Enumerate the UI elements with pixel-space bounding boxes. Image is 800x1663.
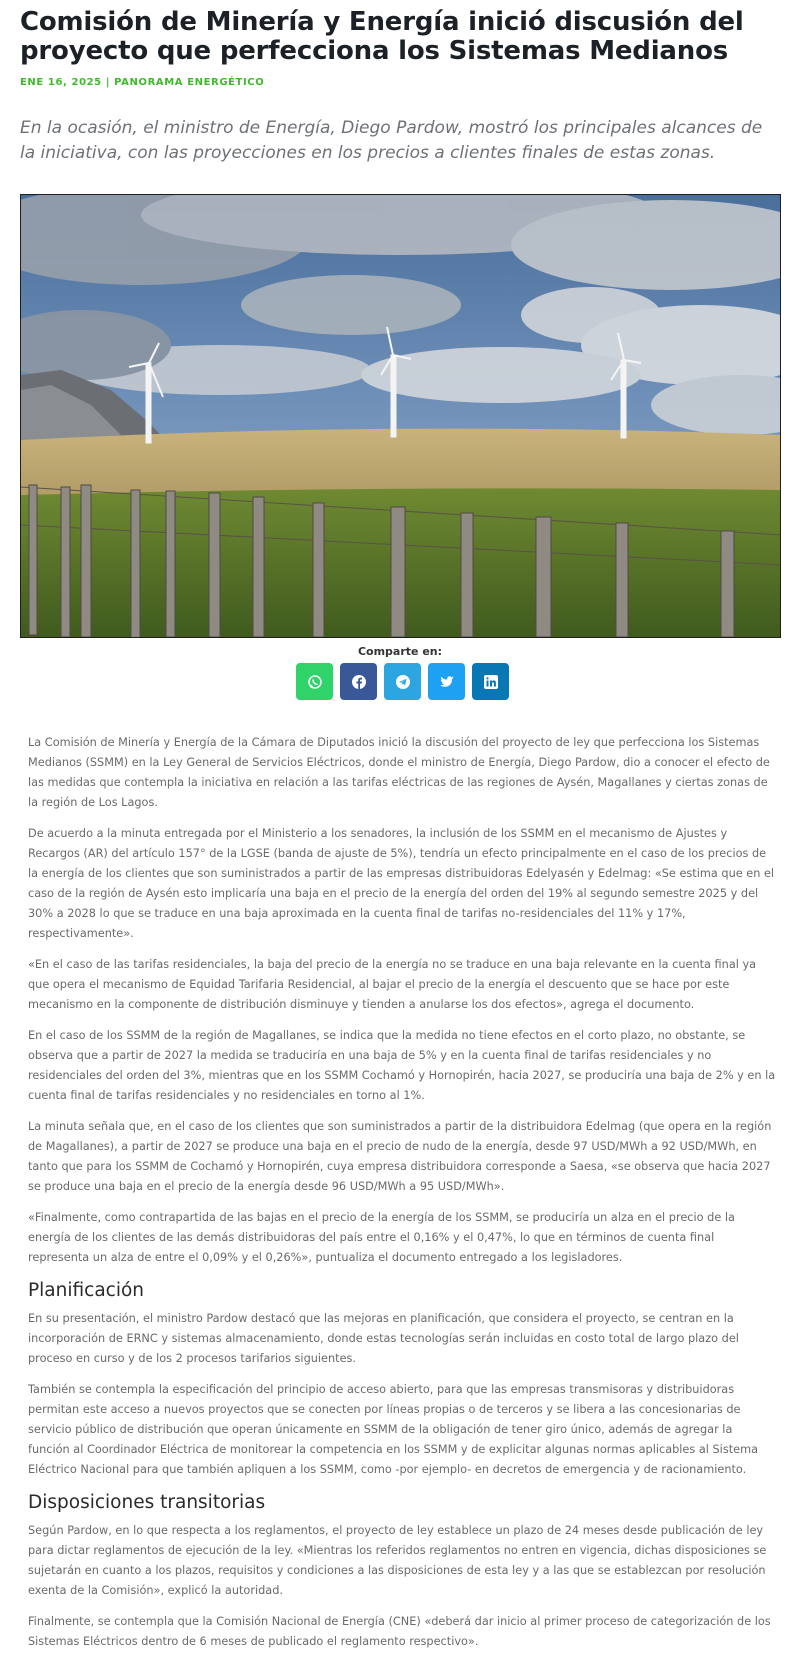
article-meta: ENE 16, 2025 | PANORAMA ENERGÉTICO [20,77,265,88]
body-paragraph: En su presentación, el ministro Pardow destacó que las mejoras en planificación, que considera el proyecto, se centran en la incorporación de ERNC y sistemas almacenamiento, donde estas tecnologías serán incluidas en costo total de largo plazo del proceso en curso y de los 2 procesos tarifarios siguientes. [28,1312,739,1365]
share-label: Comparte en: [357,645,443,658]
article-lead: En la ocasión, el ministro de Energía, Diego Pardow, mostró los principales alcances de la iniciativa, con las proyecciones en los precios a clientes finales de estas zonas. [20,118,763,163]
body-paragraph: La Comisión de Minería y Energía de la Cámara de Diputados inició la discusión del proyecto de ley que perfecciona los Sistemas Medianos (SSMM) en la Ley General de Servicios Eléctricos, donde el ministro de Energía, Diego Pardow, dio a conocer el efecto de las medidas que contempla la iniciativa en relación a las tarifas eléctricas de las regiones de Aysén, Magallanes y ciertas zonas de la región de Los Lagos. [28,736,770,809]
telegram-icon [395,674,411,690]
share-whatsapp-button[interactable] [296,663,333,700]
body-paragraph: Finalmente, se contempla que la Comisión Nacional de Energía (CNE) «deberá dar inicio al primer proceso de categorización de los Sistemas Eléctricos dentro de 6 meses de publicado el reglamento respectivo». [28,1615,771,1648]
share-linkedin-button[interactable] [472,663,509,700]
section-heading-disposiciones: Disposiciones transitorias [28,1492,266,1513]
article-title: Comisión de Minería y Energía inició discusión del proyecto que perfecciona los Sistemas Medianos [20,7,744,66]
share-facebook-button[interactable] [340,663,377,700]
body-paragraph: Según Pardow, en lo que respecta a los reglamentos, el proyecto de ley establece un plazo de 24 meses desde publicación de ley para dictar reglamentos de ejecución de la ley. «Mientras los referidos reglamentos no entren en vigencia, dichas disposiciones se sujetarán en cuanto a los plazos, requisitos y condiciones a las disposiciones de esta ley y a las que se establezcan por resolución exenta de la Comisión», explicó la autoridad. [28,1524,767,1597]
facebook-icon [351,674,367,690]
body-paragraph: De acuerdo a la minuta entregada por el Ministerio a los senadores, la inclusión de los SSMM en el mecanismo de Ajustes y Recargos (AR) del artículo 157° de la LGSE (banda de ajuste de 5%), tendría un efecto principalmente en el caso de los precios de la energía de los clientes que son suministrados a partir de las empresas distribuidoras Edelyasén y Edelmag: «Se estima que en el caso de la región de Aysén esto implicaría una baja en el precio de la energía del orden del 19% al segundo semestre 2025 y del 30% a 2028 lo que se traduce en una baja aproximada en la cuenta final de tarifas no-residenciales del 11% y 17%, respectivamente». [28,827,775,940]
body-paragraph: También se contempla la especificación del principio de acceso abierto, para que las empresas transmisoras y distribuidoras permitan este acceso a nuevos proyectos que se conecten por líneas propias o de terceros y se libera a las concesionarias de servicio público de distribución que operan únicamente en SSMM de la obligación de tener giro único, además de agregar la función al Coordinador Eléctrica de monitorear la competencia en los SSMM y de explicitar algunas normas aplicables al Sistema Eléctrico Nacional para que también apliquen a los SSMM, como -por ejemplo- en decretos de emergencia y de racionamiento. [28,1383,759,1476]
article-body [28,733,776,1663]
share-buttons [296,663,509,701]
section-heading-planificacion: Planificación [28,1280,145,1301]
hero-image-wind-turbines [20,194,781,638]
whatsapp-icon [307,674,323,690]
body-paragraph: En el caso de los SSMM de la región de Magallanes, se indica que la medida no tiene efectos en el corto plazo, no obstante, se observa que a partir de 2027 la medida se traduciría en una baja de 5% y en la cuenta final de tarifas residenciales y no residenciales del orden del 3%, mientras que en los SSMM Cochamó y Hornopirén, hacia 2027, se produciría una baja de 2% y en la cuenta final de tarifas residenciales y no residenciales en torno al 1%. [28,1029,776,1102]
linkedin-icon [483,674,499,690]
share-twitter-button[interactable] [428,663,465,700]
wind-farm-illustration [21,195,781,638]
body-paragraph: «En el caso de las tarifas residenciales, la baja del precio de la energía no se traduce en una baja relevante en la cuenta final ya que opera el mecanismo de Equidad Tarifaria Residencial, al bajar el precio de la energía el descuento que se hace por este mecanismo en la componente de distribución disminuye y tienden a anularse los dos efectos», agrega el documento. [28,958,757,1011]
body-paragraph: La minuta señala que, en el caso de los clientes que son suministrados a partir de la distribuidora Edelmag (que opera en la región de Magallanes), a partir de 2027 se produce una baja en el precio de nudo de la energía, desde 97 USD/MWh a 92 USD/MWh, en tanto que para los SSMM de Cochamó y Hornopirén, cuya empresa distribuidora corresponde a Saesa, «se observa que hacia 2027 se produce una baja en el precio de la energía desde 96 USD/MWh a 95 USD/MWh». [28,1120,772,1193]
twitter-icon [439,674,455,690]
share-telegram-button[interactable] [384,663,421,700]
body-paragraph: «Finalmente, como contrapartida de las bajas en el precio de la energía de los SSMM, se produciría un alza en el precio de la energía de los clientes de las demás distribuidoras del país entre el 0,16% y el 0,47%, lo que en términos de cuenta final representa un alza de entre el 0,09% y el 0,26%», puntualiza el documento entregado a los legisladores. [28,1211,735,1264]
